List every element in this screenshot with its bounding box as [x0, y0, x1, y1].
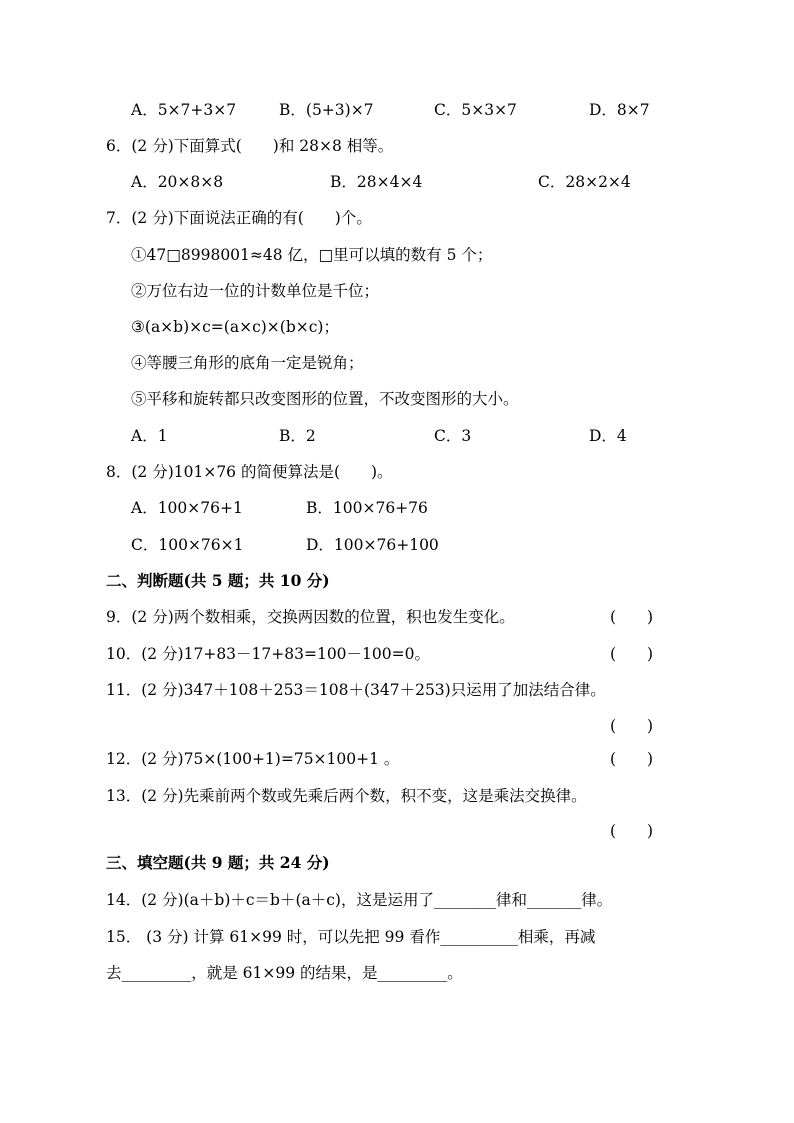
q8-stem: 8．(2 分)101×76 的简便算法是( )。: [106, 463, 393, 481]
q6-stem: 6．(2 分)下面算式( )和 28×8 相等。: [106, 137, 394, 155]
section-2-heading: 二、判断题(共 5 题；共 10 分): [106, 571, 330, 590]
q5-option-d: D．8×7: [589, 101, 650, 119]
q14-text: 14．(2 分)(a＋b)＋c＝b＋(a＋c)，这是运用了________律和_______律。: [106, 891, 613, 909]
q9-text: 9．(2 分)两个数相乘，交换两因数的位置，积也发生变化。: [106, 608, 515, 626]
q7-statement-3: ③(a×b)×c=(a×c)×(b×c)；: [131, 318, 339, 336]
q10-answer-paren: ( ): [610, 645, 654, 663]
q6-option-c: C．28×2×4: [538, 173, 631, 191]
q7-option-a: A．1: [131, 427, 168, 445]
q6-option-a: A．20×8×8: [131, 173, 224, 191]
section-3-heading: 三、填空题(共 9 题；共 24 分): [106, 853, 330, 872]
q13-answer-paren: ( ): [610, 822, 654, 840]
q7-statement-1: ①47□8998001≈48 亿，□里可以填的数有 5 个；: [131, 246, 493, 264]
q7-option-d: D．4: [589, 427, 627, 445]
q10-text: 10．(2 分)17+83－17+83=100－100=0。: [106, 645, 430, 663]
q11-answer-paren: ( ): [610, 717, 654, 735]
q9-answer-paren: ( ): [610, 608, 654, 626]
q7-statement-2: ②万位右边一位的计数单位是千位；: [131, 282, 380, 300]
q7-option-b: B．2: [279, 427, 316, 445]
q8-option-d: D．100×76+100: [306, 536, 439, 554]
q8-option-c: C．100×76×1: [131, 536, 244, 554]
q13-text: 13．(2 分)先乘前两个数或先乘后两个数，积不变，这是乘法交换律。: [106, 787, 587, 805]
q7-statement-4: ④等腰三角形的底角一定是锐角；: [131, 354, 364, 372]
q6-option-b: B．28×4×4: [330, 173, 423, 191]
q15-text-line-1: 15． (3 分) 计算 61×99 时，可以先把 99 看作__________相乘，再减: [106, 928, 596, 946]
q7-stem: 7．(2 分)下面说法正确的有( )个。: [106, 209, 372, 227]
q12-text: 12．(2 分)75×(100+1)=75×100+1 。: [106, 750, 400, 768]
q7-statement-5: ⑤平移和旋转都只改变图形的位置，不改变图形的大小。: [131, 390, 519, 408]
q12-answer-paren: ( ): [610, 750, 654, 768]
q15-text-line-2: 去_________，就是 61×99 的结果，是_________。: [106, 964, 463, 982]
q11-text: 11．(2 分)347＋108＋253＝108＋(347＋253)只运用了加法结合律。: [106, 681, 606, 699]
q8-option-b: B．100×76+76: [306, 499, 428, 517]
q5-option-b: B．(5+3)×7: [279, 101, 374, 119]
q5-option-a: A．5×7+3×7: [131, 101, 237, 119]
q8-option-a: A．100×76+1: [131, 499, 243, 517]
q5-option-c: C．5×3×7: [434, 101, 517, 119]
q7-option-c: C．3: [434, 427, 472, 445]
